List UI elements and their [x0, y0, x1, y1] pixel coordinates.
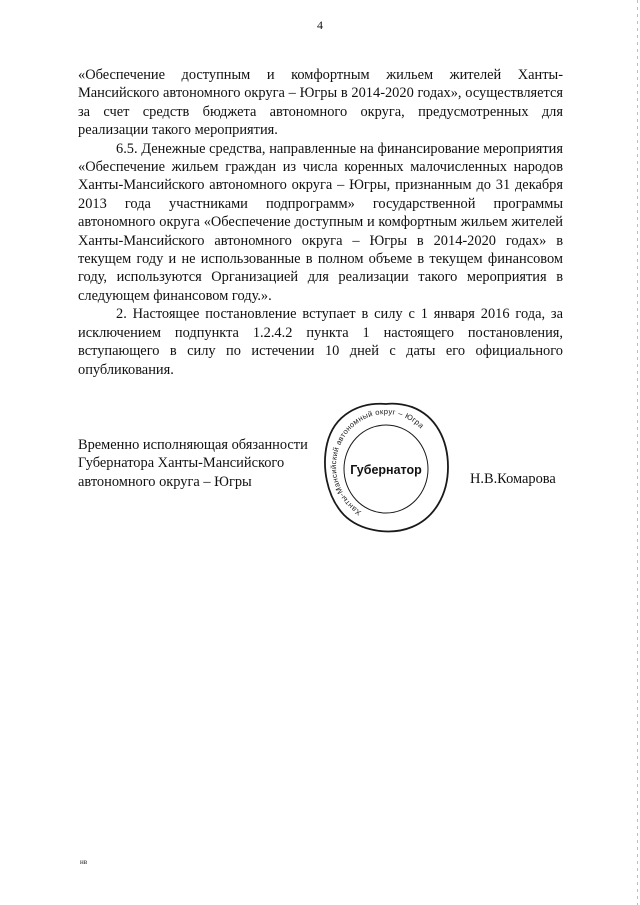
position-line: автономного округа – Югры: [78, 473, 252, 490]
paragraph-2: 2. Настоящее постановление вступает в силу с 1 января 2016 года, за исключением подпункта 1.2.4.2 пункта 1 настоящего постановления, вступающего в силу по истечении 10 дней с даты его официального опубликования.: [78, 306, 563, 378]
paragraph-6-5: 6.5. Денежные средства, направленные на финансирование мероприятия «Обеспечение жильем граждан из числа коренных малочисленных народов Ханты-Мансийского автономного округа – Югры, признанным до 31 декабря 2013 года участниками подпрограмм» государственной программы автономного округа «Обеспечение доступным и комфортным жильем жителей Ханты-Мансийского автономного округа – Югры в 2014-2020 годах» в текущем году и не использованные в полном объеме в текущем финансовом году, используются Организацией для реализации такого мероприятия в следующем финансовом году.».: [78, 140, 563, 304]
seal-ring-text: Ханты-Мансийский автономный округ – Югра: [329, 406, 426, 518]
position-line: Временно исполняющая обязанности: [78, 437, 308, 453]
page-number: 4: [317, 18, 323, 32]
signer-name: Н.В.Комарова: [470, 471, 556, 487]
paragraph-continuation: «Обеспечение доступным и комфортным жильем жителей Ханты-Мансийского автономного округа – Югры в 2014-2020 годах», осуществляется за счет средств бюджета автономного округа, предусмотренных для реализации такого мероприятия.: [78, 67, 563, 139]
seal-center-text: Губернатор: [350, 463, 422, 477]
position-line: Губернатора Ханты-Мансийского: [78, 455, 285, 472]
document-body: [78, 66, 563, 379]
scan-edge-artifact: [637, 0, 638, 905]
signatory-position: [78, 436, 328, 491]
governor-seal-stamp: [320, 400, 452, 538]
footer-code: нв: [80, 858, 88, 866]
